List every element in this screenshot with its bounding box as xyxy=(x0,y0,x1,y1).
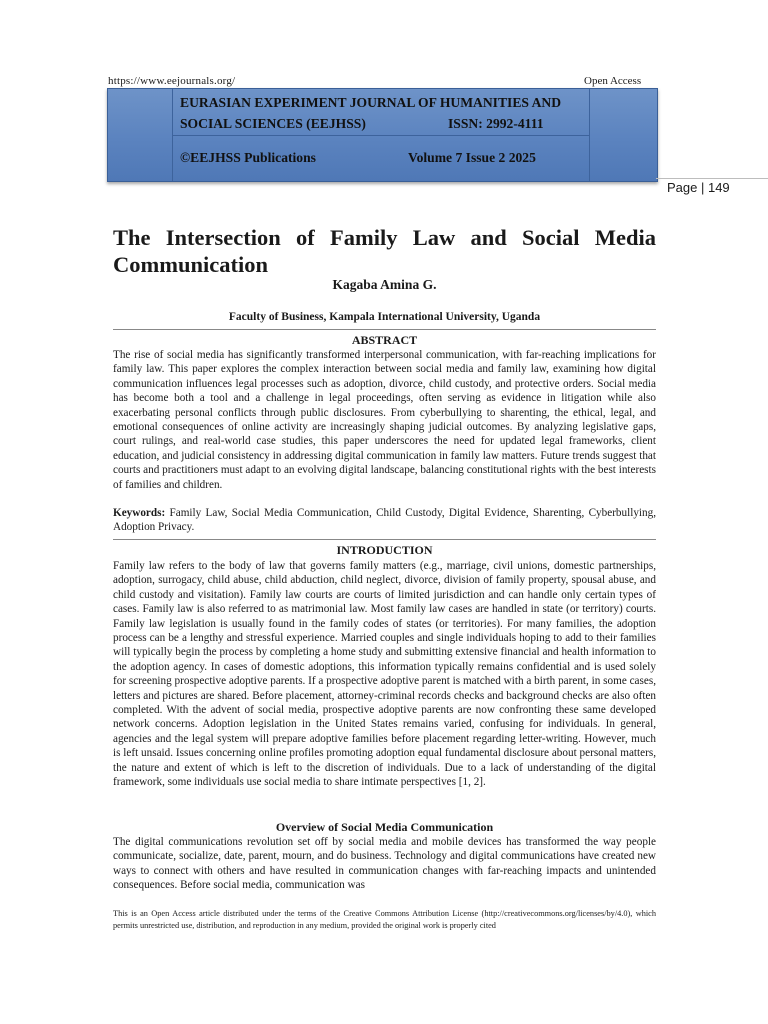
intro-top-rule xyxy=(113,539,656,540)
abstract-top-rule xyxy=(113,329,656,330)
journal-issn: ISSN: 2992-4111 xyxy=(448,116,544,131)
article-author: Kagaba Amina G. xyxy=(332,277,437,292)
open-access-label: Open Access xyxy=(584,75,642,87)
keywords-list: Family Law, Social Media Communication, Child Custody, Digital Evidence, Sharenting, Cyberbullying, Adoption Privacy. xyxy=(113,507,657,534)
keywords xyxy=(113,506,656,535)
banner-divider-middle xyxy=(172,135,590,136)
journal-name-line2: SOCIAL SCIENCES (EEJHSS) xyxy=(180,116,366,131)
overview-text: The digital communications revolution set off by social media and mobile devices has transformed the way people communicate, socialize, date, parent, mourn, and do business. Technology and digital communications have created new ways to connect with others and have resulted in communication changes with far-reaching impacts and unintended consequences. Before social media, communication was xyxy=(113,836,656,892)
page-number: Page | 149 xyxy=(667,180,730,195)
publisher-name: ©EEJHSS Publications xyxy=(180,150,316,165)
abstract-heading: ABSTRACT xyxy=(351,333,418,347)
header-rule xyxy=(656,178,768,179)
license-footnote: This is an Open Access article distributed under the terms of the Creative Commons Attribution License (http://creativecommons.org/licenses/by/4.0), which permits unrestricted use, distribution, and reproduction in any medium, provided the original work is properly cited xyxy=(113,909,656,931)
abstract-text: The rise of social media has significantly transformed interpersonal communication, with far-reaching implications for family law. This paper explores the complex interaction between social media and family law, examining how digital communication influences legal processes such as adoption, divorce, child custody, and protective orders. Social media has become both a tool and a challenge in legal proceedings, often serving as evidence in litigation while also exacerbating personal conflicts through public disclosures. From cyberbullying to sharenting, the ethical, legal, and emotional consequences of online activity are increasingly shaping judicial outcomes. By analyzing legislative gaps, court rulings, and real-world case studies, this paper underscores the need for updated legal frameworks, client education, and judicial consistency in addressing digital communication in family law matters. Future trends suggest that courts and practitioners must adapt to an evolving digital landscape, balancing constitutional rights with the best interests of families and children. xyxy=(113,349,656,491)
journal-name-line1: EURASIAN EXPERIMENT JOURNAL OF HUMANITIES AND xyxy=(180,95,562,110)
article-title: The Intersection of Family Law and Social Media Communication xyxy=(113,225,656,277)
journal-banner xyxy=(107,88,658,182)
volume-issue: Volume 7 Issue 2 2025 xyxy=(408,150,536,165)
introduction-text: Family law refers to the body of law that governs family matters (e.g., marriage, civil unions, domestic partnerships, adoption, surrogacy, child abuse, child abduction, child neglect, divorce, division of family property, spousal abuse, and child custody and visitation). Family law courts are courts of limited jurisdiction and can handle only certain types of cases. Family law is also referred to as matrimonial law. Most family law cases are handled in state (or territory) courts. Family law legislation is usually found in the family codes of states (or territories). For many families, the adoption process can be a lengthy and stressful experience. Married couples and single individuals hoping to add to their families will typically begin the process by completing a home study and submitting extensive financial and health information to the adoption agency. In cases of domestic adoptions, this information typically remains confidential and is used solely for screening prospective adoptive parents. If a prospective adoptive parent is matched with a birth parent, in some cases, letters and pictures are shared. Before placement, attorney-criminal records checks and background checks are also often completed. With the advent of social media, prospective adoptive parents are now confronting these same developed network concerns. Adoption legislation in the United States remains varied, confusing for individuals. In general, agencies and the legal system will prepare adoptive families before placement regarding letter-writing. However, much is left unsaid. Issues concerning online profiles promoting adoption equal fundamental disclosure about personal matters, the nature and extent of which is left to the discretion of individuals. Due to a lack of understanding of the digital framework, some individuals use social media to share intimate perspectives [1, 2]. xyxy=(113,560,656,789)
journal-url[interactable]: https://www.eejournals.org/ xyxy=(108,75,236,87)
keywords-label: Keywords: xyxy=(113,507,166,519)
introduction-heading: INTRODUCTION xyxy=(336,543,433,557)
author-affiliation: Faculty of Business, Kampala International University, Uganda xyxy=(228,311,541,323)
overview-heading: Overview of Social Media Communication xyxy=(275,820,494,834)
